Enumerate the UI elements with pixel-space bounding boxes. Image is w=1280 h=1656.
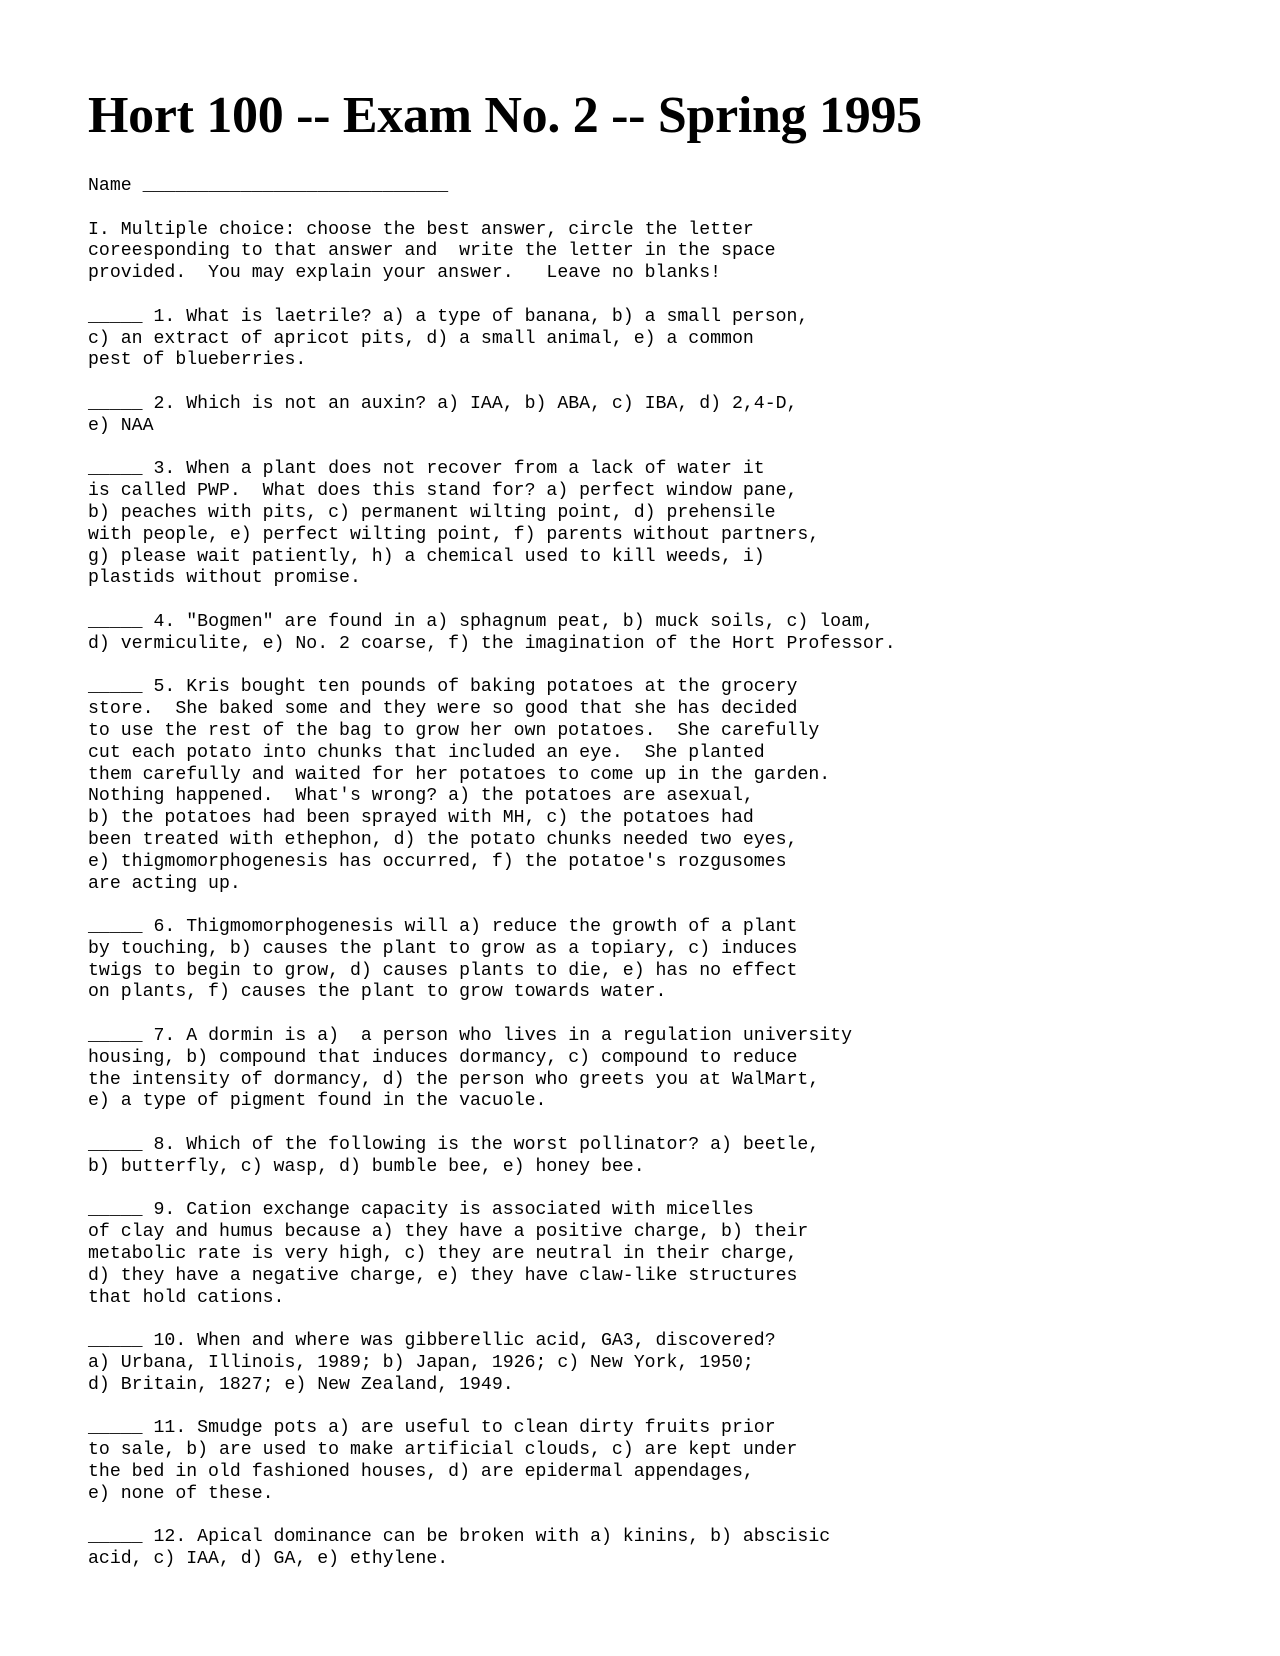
question-line: [88, 1549, 1238, 1571]
question-line: [88, 1200, 1238, 1222]
question-line: [88, 786, 1238, 808]
answer-blank: _____: [88, 917, 143, 938]
name-label: Name: [88, 176, 132, 196]
question-text: b) peaches with pits, c) permanent wilting point, d) prehensile: [88, 502, 776, 523]
question-6: [88, 917, 1238, 1004]
question-line: [88, 1484, 1238, 1506]
question-text: metabolic rate is very high, c) they are neutral in their charge,: [88, 1244, 798, 1265]
question-text: d) Britain, 1827; e) New Zealand, 1949.: [88, 1374, 514, 1395]
question-line: [88, 547, 1238, 569]
question-text: acid, c) IAA, d) GA, e) ethylene.: [88, 1549, 449, 1570]
question-line: [88, 350, 1238, 372]
question-text: 8. Which of the following is the worst pollinator? a) beetle,: [142, 1135, 820, 1156]
exam-page: [88, 84, 1238, 1593]
question-text: them carefully and waited for her potatoes to come up in the garden.: [88, 764, 831, 785]
question-1: [88, 307, 1238, 372]
question-line: [88, 874, 1238, 896]
question-line: [88, 677, 1238, 699]
question-text: is called PWP. What does this stand for? a) perfect window pane,: [88, 481, 798, 502]
question-text: 7. A dormin is a) a person who lives in a regulation university: [142, 1026, 853, 1047]
question-text: 4. "Bogmen" are found in a) sphagnum peat, b) muck soils, c) loam,: [142, 611, 874, 632]
question-line: [88, 1135, 1238, 1157]
answer-blank: _____: [88, 1135, 143, 1156]
answer-blank: _____: [88, 677, 143, 698]
question-text: of clay and humus because a) they have a positive charge, b) their: [88, 1222, 809, 1243]
question-line: [88, 612, 1238, 634]
question-line: [88, 1266, 1238, 1288]
question-line: [88, 329, 1238, 351]
question-text: e) NAA: [88, 415, 154, 436]
question-text: Nothing happened. What's wrong? a) the potatoes are asexual,: [88, 786, 754, 807]
instructions-line: provided. You may explain your answer. Leave no blanks!: [88, 263, 722, 284]
question-line: [88, 743, 1238, 765]
question-text: plastids without promise.: [88, 568, 361, 589]
question-2: [88, 394, 1238, 438]
question-line: [88, 1048, 1238, 1070]
question-line: [88, 1288, 1238, 1310]
question-list: [88, 307, 1238, 1571]
name-blank: ____________________________: [142, 176, 449, 196]
question-text: e) a type of pigment found in the vacuole.: [88, 1091, 547, 1112]
question-text: store. She baked some and they were so good that she has decided: [88, 699, 798, 720]
page-title: Hort 100 -- Exam No. 2 -- Spring 1995: [88, 87, 922, 144]
question-text: b) butterfly, c) wasp, d) bumble bee, e) honey bee.: [88, 1156, 645, 1177]
question-line: [88, 525, 1238, 547]
question-text: by touching, b) causes the plant to grow as a topiary, c) induces: [88, 938, 798, 959]
answer-blank: _____: [88, 1200, 143, 1221]
question-line: [88, 307, 1238, 329]
question-line: [88, 1070, 1238, 1092]
answer-blank: _____: [88, 1418, 143, 1439]
question-text: e) none of these.: [88, 1483, 274, 1504]
instructions-line: coreesponding to that answer and write the letter in the space: [88, 241, 776, 262]
question-text: a) Urbana, Illinois, 1989; b) Japan, 1926; c) New York, 1950;: [88, 1353, 754, 1374]
answer-blank: _____: [88, 1527, 143, 1548]
question-text: pest of blueberries.: [88, 350, 307, 371]
answer-blank: _____: [88, 459, 143, 480]
question-line: [88, 1091, 1238, 1113]
question-8: [88, 1135, 1238, 1179]
question-text: 1. What is laetrile? a) a type of banana, b) a small person,: [142, 306, 809, 327]
answer-blank: _____: [88, 393, 143, 414]
question-text: on plants, f) causes the plant to grow towards water.: [88, 982, 667, 1003]
question-text: the bed in old fashioned houses, d) are epidermal appendages,: [88, 1462, 754, 1483]
question-line: [88, 1462, 1238, 1484]
instructions-line: I. Multiple choice: choose the best answer, circle the letter: [88, 219, 754, 240]
question-text: 3. When a plant does not recover from a lack of water it: [142, 459, 765, 480]
question-10: [88, 1331, 1238, 1396]
question-3: [88, 459, 1238, 590]
question-line: [88, 1440, 1238, 1462]
question-line: [88, 1222, 1238, 1244]
question-line: [88, 830, 1238, 852]
question-line: [88, 982, 1238, 1004]
question-5: [88, 677, 1238, 895]
question-text: 12. Apical dominance can be broken with a) kinins, b) abscisic: [142, 1527, 831, 1548]
question-11: [88, 1418, 1238, 1505]
question-text: d) vermiculite, e) No. 2 coarse, f) the imagination of the Hort Professor.: [88, 633, 896, 654]
question-line: [88, 1353, 1238, 1375]
question-line: [88, 481, 1238, 503]
question-text: to use the rest of the bag to grow her own potatoes. She carefully: [88, 720, 820, 741]
question-text: are acting up.: [88, 873, 241, 894]
question-line: [88, 634, 1238, 656]
answer-blank: _____: [88, 306, 143, 327]
question-line: [88, 1244, 1238, 1266]
question-text: the intensity of dormancy, d) the person who greets you at WalMart,: [88, 1069, 820, 1090]
question-line: [88, 917, 1238, 939]
question-line: [88, 568, 1238, 590]
question-text: cut each potato into chunks that included an eye. She planted: [88, 742, 765, 763]
question-line: [88, 699, 1238, 721]
question-line: [88, 1331, 1238, 1353]
question-line: [88, 939, 1238, 961]
answer-blank: _____: [88, 1331, 143, 1352]
question-line: [88, 1375, 1238, 1397]
question-line: [88, 503, 1238, 525]
question-line: [88, 1418, 1238, 1440]
question-text: that hold cations.: [88, 1287, 285, 1308]
question-text: 11. Smudge pots a) are useful to clean dirty fruits prior: [142, 1418, 776, 1439]
question-text: 9. Cation exchange capacity is associated with micelles: [142, 1200, 754, 1221]
question-12: [88, 1527, 1238, 1571]
question-text: e) thigmomorphogenesis has occurred, f) the potatoe's rozgusomes: [88, 851, 787, 872]
question-text: with people, e) perfect wilting point, f) parents without partners,: [88, 524, 820, 545]
question-text: twigs to begin to grow, d) causes plants to die, e) has no effect: [88, 960, 798, 981]
question-text: housing, b) compound that induces dormancy, c) compound to reduce: [88, 1047, 798, 1068]
question-line: [88, 416, 1238, 438]
question-text: b) the potatoes had been sprayed with MH, c) the potatoes had: [88, 808, 754, 829]
question-text: to sale, b) are used to make artificial clouds, c) are kept under: [88, 1440, 798, 1461]
question-text: d) they have a negative charge, e) they have claw-like structures: [88, 1265, 798, 1286]
question-line: [88, 852, 1238, 874]
instructions: [88, 220, 1238, 285]
question-line: [88, 721, 1238, 743]
question-line: [88, 394, 1238, 416]
question-line: [88, 1026, 1238, 1048]
question-7: [88, 1026, 1238, 1113]
question-text: g) please wait patiently, h) a chemical used to kill weeds, i): [88, 546, 765, 567]
question-line: [88, 961, 1238, 983]
question-text: 6. Thigmomorphogenesis will a) reduce the growth of a plant: [142, 917, 798, 938]
question-9: [88, 1200, 1238, 1309]
question-line: [88, 765, 1238, 787]
question-4: [88, 612, 1238, 656]
question-text: 10. When and where was gibberellic acid, GA3, discovered?: [142, 1331, 776, 1352]
answer-blank: _____: [88, 1026, 143, 1047]
question-text: c) an extract of apricot pits, d) a small animal, e) a common: [88, 328, 754, 349]
question-text: been treated with ethephon, d) the potato chunks needed two eyes,: [88, 829, 798, 850]
question-text: 2. Which is not an auxin? a) IAA, b) ABA, c) IBA, d) 2,4-D,: [142, 393, 798, 414]
question-line: [88, 1157, 1238, 1179]
question-line: [88, 1527, 1238, 1549]
question-text: 5. Kris bought ten pounds of baking potatoes at the grocery: [142, 677, 798, 698]
question-line: [88, 808, 1238, 830]
answer-blank: _____: [88, 611, 143, 632]
question-line: [88, 459, 1238, 481]
name-field: [88, 176, 1238, 198]
